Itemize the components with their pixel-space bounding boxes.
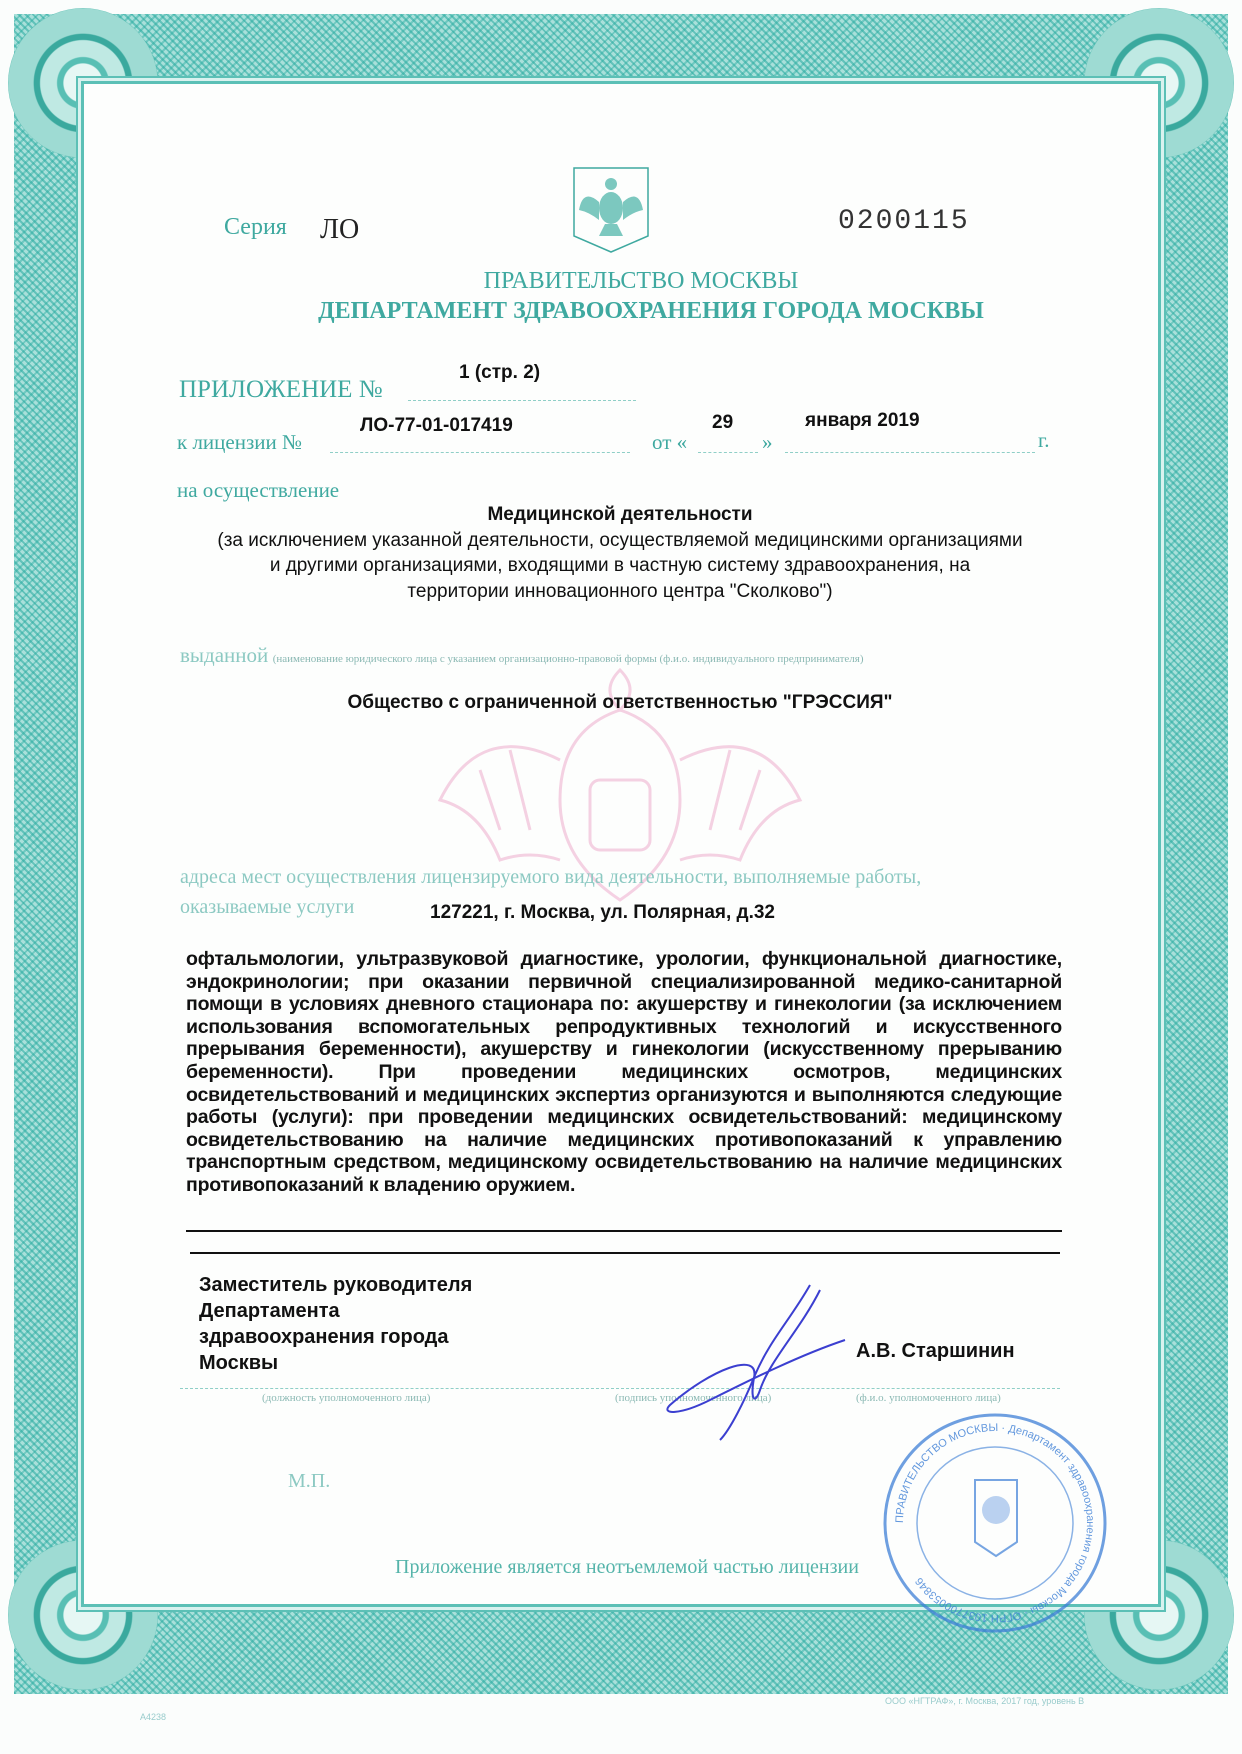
series-label: Серия: [224, 214, 287, 240]
quote-close: »: [762, 430, 773, 454]
issued-caption: (наименование юридического лица с указанием организационно-правовой формы (ф.и.о. индивидуального предпринимателя): [272, 653, 864, 665]
footer-note: Приложение является неотъемлемой частью лицензии: [395, 1556, 859, 1578]
day-underline: [698, 452, 758, 453]
activity-title: Медицинской деятельности: [487, 504, 753, 525]
stamp-text: ПРАВИТЕЛЬСТВО МОСКВЫ · Департамент здравоохранения города Москвы · ОГРН 1037700053846: [893, 1421, 1097, 1625]
position-line: Департамента: [199, 1300, 340, 1322]
divider-line: [190, 1252, 1060, 1254]
license-month-year: января 2019: [805, 410, 920, 431]
caption-signature: (подпись уполномоченного лица): [615, 1392, 772, 1404]
series-value: ЛО: [320, 214, 360, 245]
caption-line: [180, 1388, 1060, 1389]
seal-place-label: М.П.: [288, 1470, 331, 1492]
license-number: ЛО-77-01-017419: [360, 415, 513, 436]
activity-label: на осуществление: [177, 478, 340, 502]
license-underline: [330, 452, 630, 453]
month-underline: [785, 452, 1035, 453]
license-label: к лицензии №: [177, 430, 303, 454]
printer-info: ООО «НГТРАФ», г. Москва, 2017 год, уровень В: [885, 1696, 1085, 1706]
license-day: 29: [712, 412, 734, 433]
handwritten-signature: [650, 1280, 850, 1450]
coat-of-arms-icon: [572, 166, 650, 254]
government-title: ПРАВИТЕЛЬСТВО МОСКВЫ: [483, 268, 799, 294]
form-number: 0200115: [838, 206, 970, 237]
position-line: Москвы: [199, 1352, 279, 1374]
address-value: 127221, г. Москва, ул. Полярная, д.32: [430, 902, 775, 923]
organization-name: Общество с ограниченной ответственностью "ГРЭССИЯ": [347, 692, 893, 713]
activity-line: (за исключением указанной деятельности, осуществляемой медицинскими организациями: [217, 529, 1023, 551]
appendix-number: 1 (стр. 2): [459, 362, 541, 383]
form-code: А4238: [140, 1712, 167, 1722]
caption-position: (должность уполномоченного лица): [262, 1392, 431, 1404]
activity-line: территории инновационного центра "Сколково"): [407, 580, 833, 602]
services-text: офтальмологии, ультразвуковой диагностике, урологии, функциональной диагностике, эндокринологии; при оказании первичной специализированной медико-санитарной помощи в условиях дневного стационара по: акушерству и гинекологии (за исключением использования вспомогательных репродуктивных технологий и искусственного прерывания беременности), акушерству и гинекологии (искусственному прерыванию беременности). При проведении медицинских осмотров, медицинских освидетельствований и медицинских экспертиз организуются и выполняются следующие работы (услуги): при проведении медицинских освидетельствований: медицинскому освидетельствованию на наличие медицинских противопоказаний к управлению транспортным средством, медицинскому освидетельствованию на наличие медицинских противопоказаний к владению оружием.: [186, 948, 1062, 1196]
year-suffix: г.: [1038, 428, 1050, 452]
activity-block: [160, 502, 1080, 604]
issued-row: [180, 643, 864, 668]
divider-line: [186, 1230, 1062, 1232]
address-label-line1: адреса мест осуществления лицензируемого вида деятельности, выполняемые работы,: [180, 866, 922, 888]
official-stamp: [880, 1410, 1110, 1636]
position-line: здравоохранения города: [199, 1326, 449, 1348]
signatory-name: А.В. Старшинин: [856, 1340, 1015, 1362]
appendix-label: ПРИЛОЖЕНИЕ №: [179, 376, 383, 403]
activity-line: и другими организациями, входящими в частную систему здравоохранения, на: [269, 555, 971, 576]
department-title: ДЕПАРТАМЕНТ ЗДРАВООХРАНЕНИЯ ГОРОДА МОСКВЫ: [318, 298, 984, 324]
appendix-underline: [408, 400, 636, 401]
date-from-label: от «: [652, 430, 688, 454]
issued-label: выданной: [180, 643, 269, 667]
caption-name: (ф.и.о. уполномоченного лица): [856, 1392, 1001, 1404]
address-label-line2: оказываемые услуги: [180, 896, 355, 918]
signatory-position: [199, 1272, 472, 1376]
position-line: Заместитель руководителя: [199, 1274, 473, 1296]
